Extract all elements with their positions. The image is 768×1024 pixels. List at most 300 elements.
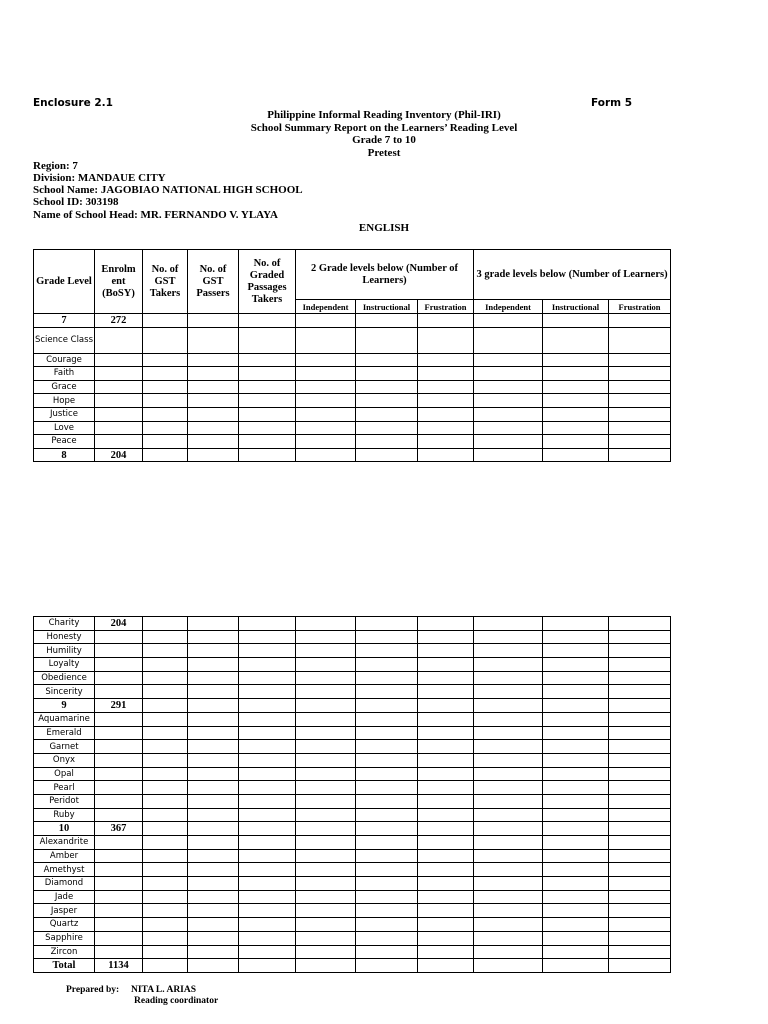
empty-cell bbox=[356, 904, 418, 918]
empty-cell bbox=[474, 699, 543, 713]
empty-cell bbox=[239, 644, 296, 658]
enrolment-value bbox=[95, 726, 143, 740]
empty-cell bbox=[239, 380, 296, 394]
enrolment-value bbox=[95, 849, 143, 863]
empty-cell bbox=[543, 435, 609, 449]
empty-cell bbox=[543, 644, 609, 658]
empty-cell bbox=[356, 644, 418, 658]
grade-row bbox=[34, 959, 671, 973]
section-label: Peridot bbox=[34, 794, 95, 808]
empty-cell bbox=[543, 767, 609, 781]
empty-cell bbox=[143, 931, 188, 945]
empty-cell bbox=[143, 959, 188, 973]
enrolment-value bbox=[95, 945, 143, 959]
section-label: Quartz bbox=[34, 918, 95, 932]
empty-cell bbox=[418, 712, 474, 726]
empty-cell bbox=[188, 367, 239, 381]
section-label: Obedience bbox=[34, 671, 95, 685]
empty-cell bbox=[543, 781, 609, 795]
section-label: Sincerity bbox=[34, 685, 95, 699]
empty-cell bbox=[188, 435, 239, 449]
empty-cell bbox=[143, 753, 188, 767]
empty-cell bbox=[543, 421, 609, 435]
empty-cell bbox=[418, 767, 474, 781]
empty-cell bbox=[356, 630, 418, 644]
section-label: Aquamarine bbox=[34, 712, 95, 726]
empty-cell bbox=[356, 890, 418, 904]
empty-cell bbox=[356, 740, 418, 754]
empty-cell bbox=[296, 959, 356, 973]
empty-cell bbox=[296, 380, 356, 394]
empty-cell bbox=[296, 726, 356, 740]
empty-cell bbox=[296, 658, 356, 672]
empty-cell bbox=[239, 394, 296, 408]
enrolment-value bbox=[95, 712, 143, 726]
section-label: Honesty bbox=[34, 630, 95, 644]
section-row bbox=[34, 658, 671, 672]
empty-cell bbox=[609, 945, 671, 959]
empty-cell bbox=[143, 407, 188, 421]
empty-cell bbox=[543, 931, 609, 945]
section-label: Diamond bbox=[34, 877, 95, 891]
enrolment-value bbox=[95, 890, 143, 904]
empty-cell bbox=[356, 726, 418, 740]
empty-cell bbox=[239, 959, 296, 973]
empty-cell bbox=[609, 367, 671, 381]
section-row bbox=[34, 781, 671, 795]
section-label: Garnet bbox=[34, 740, 95, 754]
grade-label: 10 bbox=[34, 822, 95, 836]
section-row bbox=[34, 836, 671, 850]
enrolment-value bbox=[95, 394, 143, 408]
enrolment-value: 272 bbox=[95, 314, 143, 328]
empty-cell bbox=[239, 327, 296, 353]
section-label: Sapphire bbox=[34, 931, 95, 945]
grade-row bbox=[34, 314, 671, 328]
empty-cell bbox=[609, 407, 671, 421]
empty-cell bbox=[609, 931, 671, 945]
empty-cell bbox=[543, 822, 609, 836]
empty-cell bbox=[474, 945, 543, 959]
empty-cell bbox=[188, 726, 239, 740]
enrolment-value bbox=[95, 918, 143, 932]
empty-cell bbox=[143, 314, 188, 328]
empty-cell bbox=[609, 890, 671, 904]
empty-cell bbox=[188, 617, 239, 631]
empty-cell bbox=[296, 767, 356, 781]
empty-cell bbox=[143, 448, 188, 462]
summary-table-page2 bbox=[33, 616, 671, 973]
empty-cell bbox=[609, 753, 671, 767]
school-name-field: School Name: JAGOBIAO NATIONAL HIGH SCHOOL bbox=[33, 184, 303, 196]
empty-cell bbox=[609, 630, 671, 644]
empty-cell bbox=[239, 740, 296, 754]
empty-cell bbox=[188, 808, 239, 822]
empty-cell bbox=[296, 407, 356, 421]
enrolment-value bbox=[95, 421, 143, 435]
section-label: Amethyst bbox=[34, 863, 95, 877]
empty-cell bbox=[418, 435, 474, 449]
empty-cell bbox=[356, 836, 418, 850]
subheader-independent: Independent bbox=[474, 300, 543, 314]
empty-cell bbox=[239, 353, 296, 367]
empty-cell bbox=[418, 904, 474, 918]
empty-cell bbox=[356, 877, 418, 891]
empty-cell bbox=[188, 836, 239, 850]
prepared-by-name: NITA L. ARIAS bbox=[131, 985, 197, 995]
empty-cell bbox=[543, 890, 609, 904]
empty-cell bbox=[239, 421, 296, 435]
empty-cell bbox=[239, 617, 296, 631]
empty-cell bbox=[474, 448, 543, 462]
section-label: Ruby bbox=[34, 808, 95, 822]
enrolment-value bbox=[95, 685, 143, 699]
empty-cell bbox=[188, 380, 239, 394]
empty-cell bbox=[239, 699, 296, 713]
empty-cell bbox=[296, 367, 356, 381]
empty-cell bbox=[474, 712, 543, 726]
section-row bbox=[34, 890, 671, 904]
empty-cell bbox=[143, 863, 188, 877]
empty-cell bbox=[143, 890, 188, 904]
section-row bbox=[34, 671, 671, 685]
empty-cell bbox=[296, 863, 356, 877]
empty-cell bbox=[356, 658, 418, 672]
empty-cell bbox=[188, 781, 239, 795]
empty-cell bbox=[418, 740, 474, 754]
empty-cell bbox=[356, 767, 418, 781]
empty-cell bbox=[543, 794, 609, 808]
empty-cell bbox=[296, 685, 356, 699]
section-row bbox=[34, 435, 671, 449]
empty-cell bbox=[239, 794, 296, 808]
section-row bbox=[34, 918, 671, 932]
empty-cell bbox=[474, 959, 543, 973]
col-graded-passages: No. of Graded Passages Takers bbox=[239, 250, 296, 314]
section-row bbox=[34, 849, 671, 863]
enclosure-label: Enclosure 2.1 bbox=[33, 97, 113, 109]
empty-cell bbox=[296, 394, 356, 408]
empty-cell bbox=[356, 407, 418, 421]
empty-cell bbox=[188, 945, 239, 959]
section-label: Amber bbox=[34, 849, 95, 863]
empty-cell bbox=[418, 630, 474, 644]
section-row bbox=[34, 394, 671, 408]
empty-cell bbox=[609, 314, 671, 328]
empty-cell bbox=[143, 781, 188, 795]
enrolment-value bbox=[95, 753, 143, 767]
empty-cell bbox=[143, 918, 188, 932]
empty-cell bbox=[188, 699, 239, 713]
empty-cell bbox=[474, 863, 543, 877]
empty-cell bbox=[143, 353, 188, 367]
empty-cell bbox=[474, 849, 543, 863]
empty-cell bbox=[609, 353, 671, 367]
empty-cell bbox=[296, 421, 356, 435]
empty-cell bbox=[418, 658, 474, 672]
school-head-field: Name of School Head: MR. FERNANDO V. YLAYA bbox=[33, 209, 278, 221]
empty-cell bbox=[418, 448, 474, 462]
empty-cell bbox=[188, 740, 239, 754]
enrolment-value: 204 bbox=[95, 617, 143, 631]
empty-cell bbox=[356, 685, 418, 699]
empty-cell bbox=[296, 781, 356, 795]
empty-cell bbox=[296, 877, 356, 891]
empty-cell bbox=[543, 918, 609, 932]
empty-cell bbox=[609, 904, 671, 918]
section-label: Humility bbox=[34, 644, 95, 658]
empty-cell bbox=[239, 671, 296, 685]
empty-cell bbox=[143, 367, 188, 381]
empty-cell bbox=[188, 421, 239, 435]
empty-cell bbox=[239, 836, 296, 850]
section-label: Science Class bbox=[34, 327, 95, 353]
empty-cell bbox=[296, 699, 356, 713]
empty-cell bbox=[609, 740, 671, 754]
empty-cell bbox=[474, 877, 543, 891]
enrolment-value bbox=[95, 353, 143, 367]
empty-cell bbox=[239, 767, 296, 781]
empty-cell bbox=[609, 836, 671, 850]
enrolment-value: 1134 bbox=[95, 959, 143, 973]
empty-cell bbox=[143, 877, 188, 891]
empty-cell bbox=[239, 931, 296, 945]
empty-cell bbox=[296, 794, 356, 808]
section-label: Opal bbox=[34, 767, 95, 781]
grade-row bbox=[34, 822, 671, 836]
empty-cell bbox=[188, 671, 239, 685]
empty-cell bbox=[474, 726, 543, 740]
empty-cell bbox=[543, 327, 609, 353]
empty-cell bbox=[143, 671, 188, 685]
empty-cell bbox=[474, 931, 543, 945]
enrolment-value bbox=[95, 877, 143, 891]
enrolment-value bbox=[95, 407, 143, 421]
empty-cell bbox=[543, 630, 609, 644]
empty-cell bbox=[418, 394, 474, 408]
empty-cell bbox=[609, 808, 671, 822]
report-title: Philippine Informal Reading Inventory (Phil-IRI) bbox=[267, 109, 501, 121]
empty-cell bbox=[474, 327, 543, 353]
empty-cell bbox=[143, 822, 188, 836]
empty-cell bbox=[609, 617, 671, 631]
empty-cell bbox=[239, 877, 296, 891]
empty-cell bbox=[188, 767, 239, 781]
empty-cell bbox=[543, 740, 609, 754]
empty-cell bbox=[356, 314, 418, 328]
empty-cell bbox=[418, 822, 474, 836]
empty-cell bbox=[188, 658, 239, 672]
empty-cell bbox=[609, 658, 671, 672]
empty-cell bbox=[239, 822, 296, 836]
empty-cell bbox=[296, 945, 356, 959]
enrolment-value bbox=[95, 767, 143, 781]
empty-cell bbox=[188, 877, 239, 891]
section-row bbox=[34, 421, 671, 435]
empty-cell bbox=[418, 849, 474, 863]
empty-cell bbox=[609, 712, 671, 726]
empty-cell bbox=[143, 699, 188, 713]
empty-cell bbox=[474, 808, 543, 822]
section-row bbox=[34, 630, 671, 644]
empty-cell bbox=[474, 767, 543, 781]
empty-cell bbox=[543, 836, 609, 850]
empty-cell bbox=[609, 849, 671, 863]
empty-cell bbox=[356, 931, 418, 945]
empty-cell bbox=[296, 740, 356, 754]
section-row bbox=[34, 407, 671, 421]
empty-cell bbox=[609, 671, 671, 685]
empty-cell bbox=[239, 808, 296, 822]
empty-cell bbox=[356, 918, 418, 932]
empty-cell bbox=[356, 353, 418, 367]
empty-cell bbox=[418, 407, 474, 421]
grade-row bbox=[34, 448, 671, 462]
subheader-instructional: Instructional bbox=[356, 300, 418, 314]
empty-cell bbox=[609, 918, 671, 932]
empty-cell bbox=[356, 959, 418, 973]
empty-cell bbox=[543, 314, 609, 328]
empty-cell bbox=[609, 435, 671, 449]
section-label: Faith bbox=[34, 367, 95, 381]
empty-cell bbox=[474, 421, 543, 435]
enrolment-value: 367 bbox=[95, 822, 143, 836]
empty-cell bbox=[143, 945, 188, 959]
subheader-frustration: Frustration bbox=[609, 300, 671, 314]
empty-cell bbox=[239, 712, 296, 726]
empty-cell bbox=[418, 685, 474, 699]
empty-cell bbox=[474, 753, 543, 767]
empty-cell bbox=[418, 836, 474, 850]
empty-cell bbox=[296, 327, 356, 353]
empty-cell bbox=[543, 726, 609, 740]
empty-cell bbox=[418, 644, 474, 658]
empty-cell bbox=[143, 327, 188, 353]
prepared-by-label: Prepared by: bbox=[66, 985, 120, 995]
empty-cell bbox=[356, 327, 418, 353]
empty-cell bbox=[143, 630, 188, 644]
empty-cell bbox=[474, 740, 543, 754]
empty-cell bbox=[296, 822, 356, 836]
section-row bbox=[34, 726, 671, 740]
empty-cell bbox=[543, 945, 609, 959]
empty-cell bbox=[474, 394, 543, 408]
subheader-instructional: Instructional bbox=[543, 300, 609, 314]
empty-cell bbox=[543, 959, 609, 973]
enrolment-value bbox=[95, 630, 143, 644]
empty-cell bbox=[143, 380, 188, 394]
section-label: Loyalty bbox=[34, 658, 95, 672]
section-label: Pearl bbox=[34, 781, 95, 795]
empty-cell bbox=[188, 630, 239, 644]
empty-cell bbox=[188, 849, 239, 863]
section-row bbox=[34, 753, 671, 767]
empty-cell bbox=[296, 849, 356, 863]
empty-cell bbox=[239, 945, 296, 959]
section-label: Jasper bbox=[34, 904, 95, 918]
section-row bbox=[34, 617, 671, 631]
enrolment-value bbox=[95, 327, 143, 353]
section-label: Onyx bbox=[34, 753, 95, 767]
empty-cell bbox=[356, 781, 418, 795]
grade-range: Grade 7 to 10 bbox=[352, 134, 416, 146]
section-label: Alexandrite bbox=[34, 836, 95, 850]
enrolment-value bbox=[95, 644, 143, 658]
empty-cell bbox=[296, 644, 356, 658]
empty-cell bbox=[543, 407, 609, 421]
empty-cell bbox=[474, 890, 543, 904]
empty-cell bbox=[543, 699, 609, 713]
empty-cell bbox=[609, 448, 671, 462]
empty-cell bbox=[143, 644, 188, 658]
empty-cell bbox=[543, 671, 609, 685]
empty-cell bbox=[356, 712, 418, 726]
section-label: Hope bbox=[34, 394, 95, 408]
empty-cell bbox=[418, 959, 474, 973]
empty-cell bbox=[356, 753, 418, 767]
section-row bbox=[34, 945, 671, 959]
empty-cell bbox=[188, 904, 239, 918]
empty-cell bbox=[188, 863, 239, 877]
empty-cell bbox=[609, 685, 671, 699]
empty-cell bbox=[609, 794, 671, 808]
empty-cell bbox=[143, 617, 188, 631]
empty-cell bbox=[188, 644, 239, 658]
empty-cell bbox=[188, 959, 239, 973]
section-row bbox=[34, 808, 671, 822]
summary-table-page1 bbox=[33, 249, 671, 462]
empty-cell bbox=[474, 407, 543, 421]
empty-cell bbox=[143, 394, 188, 408]
empty-cell bbox=[188, 822, 239, 836]
empty-cell bbox=[474, 644, 543, 658]
prepared-by-title: Reading coordinator bbox=[134, 996, 219, 1006]
empty-cell bbox=[239, 781, 296, 795]
empty-cell bbox=[609, 421, 671, 435]
section-row bbox=[34, 380, 671, 394]
empty-cell bbox=[239, 849, 296, 863]
enrolment-value bbox=[95, 794, 143, 808]
empty-cell bbox=[296, 712, 356, 726]
form-number: Form 5 bbox=[591, 97, 633, 109]
empty-cell bbox=[239, 407, 296, 421]
empty-cell bbox=[239, 890, 296, 904]
enrolment-value bbox=[95, 836, 143, 850]
empty-cell bbox=[239, 314, 296, 328]
empty-cell bbox=[543, 849, 609, 863]
empty-cell bbox=[143, 726, 188, 740]
empty-cell bbox=[543, 712, 609, 726]
empty-cell bbox=[474, 836, 543, 850]
empty-cell bbox=[143, 849, 188, 863]
enrolment-value bbox=[95, 671, 143, 685]
enrolment-value bbox=[95, 380, 143, 394]
empty-cell bbox=[418, 781, 474, 795]
empty-cell bbox=[239, 904, 296, 918]
empty-cell bbox=[474, 435, 543, 449]
empty-cell bbox=[239, 753, 296, 767]
empty-cell bbox=[418, 918, 474, 932]
empty-cell bbox=[474, 671, 543, 685]
empty-cell bbox=[356, 822, 418, 836]
empty-cell bbox=[188, 890, 239, 904]
empty-cell bbox=[356, 448, 418, 462]
empty-cell bbox=[188, 448, 239, 462]
grade-label: 7 bbox=[34, 314, 95, 328]
enrolment-value bbox=[95, 781, 143, 795]
empty-cell bbox=[188, 918, 239, 932]
empty-cell bbox=[143, 421, 188, 435]
